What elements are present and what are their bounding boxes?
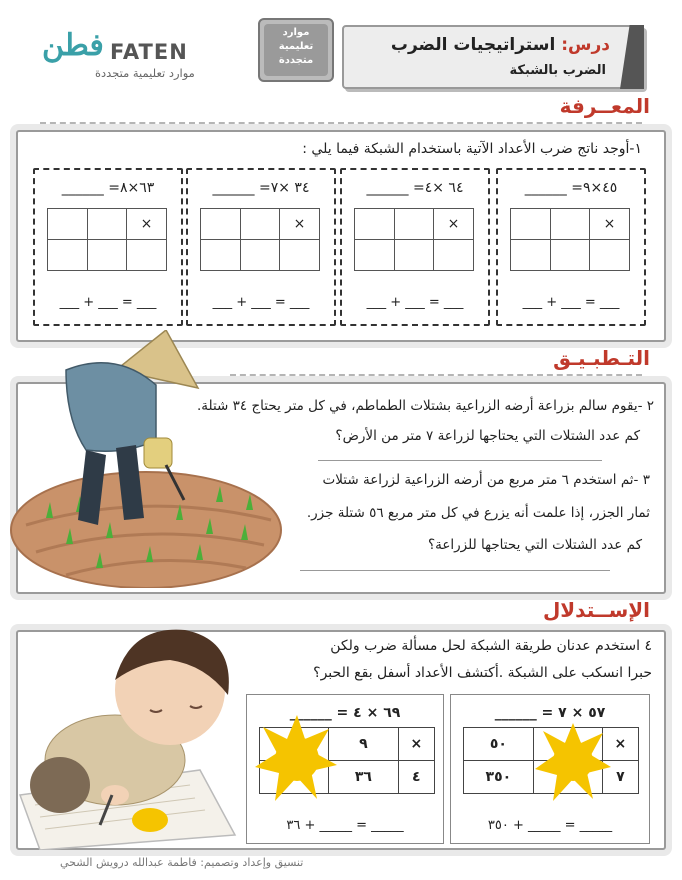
grid-cell[interactable] <box>355 240 395 271</box>
grid-cell[interactable] <box>550 240 590 271</box>
question-4-line-1: ٤ استخدم عدنان طريقة الشبكة لحل مسألة ضرب ولكن <box>330 638 652 654</box>
ink-blot <box>533 715 613 805</box>
grid-cell[interactable] <box>48 240 88 271</box>
card-sum: ___ = ___ + ___ <box>366 295 464 310</box>
question-2-line-2: كم عدد الشتلات التي يحتاجها لزراعة ٧ متر من الأرض؟ <box>335 428 640 444</box>
lesson-subtitle: الضرب بالشبكة <box>509 63 606 78</box>
multiplication-grid <box>200 208 320 271</box>
answer-line[interactable] <box>300 570 610 571</box>
logo-arabic: فطن <box>42 28 104 63</box>
question-4-line-2: حبرا انسكب على الشبكة .أكتشف الأعداد أسفل بقع الحبر؟ <box>313 665 652 681</box>
ink-grid-card <box>450 694 650 844</box>
card-sum: ___ = ___ + ___ <box>212 295 310 310</box>
header-accent <box>620 25 644 89</box>
grid-cell[interactable] <box>511 209 551 240</box>
grid-cell[interactable] <box>240 240 280 271</box>
grid-cell[interactable] <box>550 209 590 240</box>
question-3-line-3: كم عدد الشتلات التي يحتاجها للزراعة؟ <box>427 537 642 553</box>
grid-cell: ٩ <box>329 728 399 761</box>
grid-cell: × <box>590 209 630 240</box>
card-problem: ٦٣×٨= ______ <box>61 180 155 196</box>
section-title-application: التـطبـيـق <box>553 346 650 370</box>
lesson-title-text: استراتيجيات الضرب <box>390 35 556 55</box>
card-sum: _____ = _____ + ٣٦ <box>286 818 404 833</box>
section-divider <box>230 374 642 376</box>
grid-cell[interactable] <box>240 209 280 240</box>
grid-cell: × <box>602 728 638 761</box>
card-sum: _____ = _____ + ٣٥٠ <box>487 818 613 833</box>
grid-cell[interactable] <box>394 209 434 240</box>
grid-cell[interactable] <box>511 240 551 271</box>
section-divider <box>240 624 642 626</box>
grid-cell[interactable] <box>201 209 241 240</box>
resources-badge <box>258 18 334 82</box>
card-sum: ___ = ___ + ___ <box>522 295 620 310</box>
grid-cell[interactable] <box>355 209 395 240</box>
logo-english: FATEN <box>110 40 188 64</box>
ink-grid-card <box>246 694 444 844</box>
grid-cell[interactable] <box>127 240 167 271</box>
question-3-line-2: ثمار الجزر، إذا علمت أنه يزرع في كل متر مربع ٥٦ شتلة جزر. <box>306 505 650 521</box>
grid-cell: × <box>398 728 434 761</box>
card-problem: ٥٧ × ٧ = ______ <box>494 705 606 721</box>
boy-illustration <box>0 610 250 850</box>
grid-cell: × <box>434 209 474 240</box>
badge-line-2: تعليمية <box>278 41 314 52</box>
farmer-illustration <box>6 330 284 588</box>
section-title-reasoning: الإســتدلال <box>542 598 650 622</box>
card-problem: ٣٤ ×٧= ______ <box>212 180 310 196</box>
grid-cell: ٣٥٠ <box>464 761 534 794</box>
grid-cell[interactable] <box>87 240 127 271</box>
grid-cell[interactable] <box>394 240 434 271</box>
grid-card <box>496 168 646 326</box>
lesson-title <box>391 35 610 55</box>
badge-line-1: موارد <box>282 27 310 38</box>
section-title-knowledge: المعــرفة <box>559 94 650 118</box>
lesson-header <box>342 25 644 89</box>
card-problem: ٦٩ × ٤ = ______ <box>289 705 401 721</box>
grid-cell: ٧ <box>602 761 638 794</box>
grid-cell[interactable] <box>48 209 88 240</box>
multiplication-grid <box>510 208 630 271</box>
grid-cell[interactable] <box>201 240 241 271</box>
question-3-line-1: ٣ -ثم استخدم ٦ متر مربع من أرضه الزراعية لزراعة شتلات <box>322 472 650 488</box>
card-problem: ٦٤ ×٤= ______ <box>366 180 464 196</box>
grid-cell: ٣٦ <box>329 761 399 794</box>
question-2-line-1: ٢ -يقوم سالم بزراعة أرضه الزراعية بشتلات الطماطم، في كل متر يحتاج ٣٤ شتلة. <box>196 398 654 414</box>
ink-blot <box>253 709 339 805</box>
footer-credit: تنسيق وإعداد وتصميم: فاطمة عبدالله درويش الشحي <box>60 856 304 869</box>
answer-line[interactable] <box>318 460 602 461</box>
lesson-label: درس: <box>561 35 610 55</box>
grid-card <box>186 168 336 326</box>
grid-cell[interactable] <box>590 240 630 271</box>
grid-cell: ٤ <box>398 761 434 794</box>
logo-tagline: موارد تعليمية متجددة <box>95 66 195 80</box>
grid-card <box>33 168 183 326</box>
multiplication-grid <box>354 208 474 271</box>
grid-cell[interactable] <box>87 209 127 240</box>
grid-cell: ٥٠ <box>464 728 534 761</box>
badge-line-3: متجددة <box>278 55 314 66</box>
multiplication-grid <box>47 208 167 271</box>
grid-cell[interactable] <box>434 240 474 271</box>
question-1: ١-أوجد ناتج ضرب الأعداد الآتية باستخدام الشبكة فيما يلي : <box>302 141 642 157</box>
card-problem: ٤٥×٩= ______ <box>524 180 618 196</box>
card-sum: ___ = ___ + ___ <box>59 295 157 310</box>
grid-cell: × <box>280 209 320 240</box>
grid-cell: × <box>127 209 167 240</box>
grid-cell[interactable] <box>280 240 320 271</box>
grid-card <box>340 168 490 326</box>
section-divider <box>40 122 642 124</box>
